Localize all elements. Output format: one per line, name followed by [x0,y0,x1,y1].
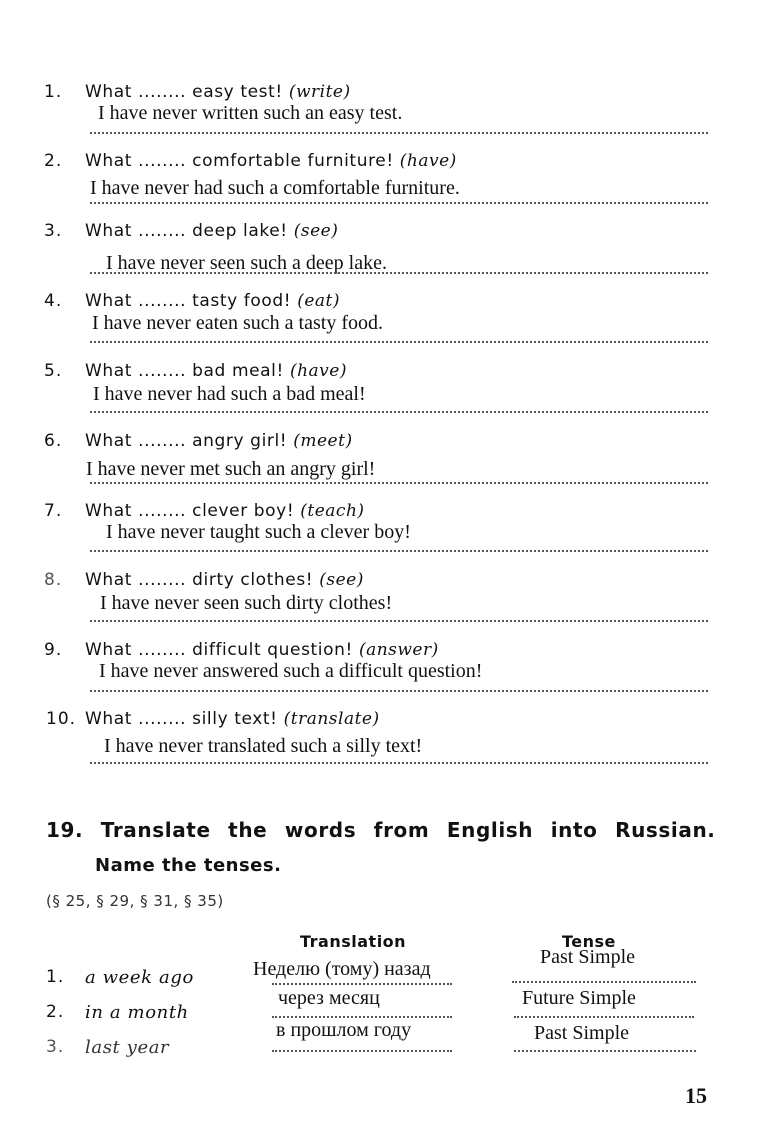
answer-line [90,341,708,343]
exercise-number: 7. [44,501,63,521]
exercise-number: 8. [44,570,63,590]
exercise-prompt: What ........ bad meal! (have) [85,361,347,381]
page-number: 15 [685,1083,707,1108]
handwritten-answer[interactable]: I have never seen such dirty clothes! [100,592,393,614]
translation-answer[interactable]: Неделю (тому) назад [253,958,431,980]
answer-line [90,202,708,204]
handwritten-answer[interactable]: I have never had such a bad meal! [93,383,366,405]
answer-line [90,550,708,552]
exercise-prompt: What ........ angry girl! (meet) [85,431,353,451]
translation-line [272,983,452,985]
answer-line [90,690,708,692]
tense-answer[interactable]: Past Simple [540,946,636,968]
exercise-item [0,361,767,425]
exercise-prompt: What ........ comfortable furniture! (have) [85,151,457,171]
exercise-item [0,82,767,146]
row-number: 2. [46,1002,65,1022]
exercise-prompt: What ........ difficult question! (answer) [85,640,439,660]
handwritten-answer[interactable]: I have never taught such a clever boy! [106,521,411,543]
exercise-number: 9. [44,640,63,660]
answer-line [90,132,708,134]
column-header-translation: Translation [300,932,407,951]
exercise-prompt: What ........ tasty food! (eat) [85,291,341,311]
exercise-item [0,709,767,773]
row-number: 1. [46,967,65,987]
translation-row [0,946,767,994]
handwritten-answer[interactable]: I have never written such an easy test. [98,102,403,124]
tense-line [514,1050,696,1052]
exercise-number: 5. [44,361,63,381]
handwritten-answer[interactable]: I have never translated such a silly text! [104,735,423,757]
english-phrase: in a month [85,1002,189,1023]
handwritten-answer[interactable]: I have never answered such a difficult question! [99,660,483,682]
exercise-number: 1. [44,82,63,102]
task-subheading: Name the tenses. [95,855,282,876]
exercise-prompt: What ........ dirty clothes! (see) [85,570,364,590]
english-phrase: last year [85,1037,170,1058]
handwritten-answer[interactable]: I have never seen such a deep lake. [106,252,387,274]
exercise-prompt: What ........ easy test! (write) [85,82,351,102]
exercise-prompt: What ........ clever boy! (teach) [85,501,365,521]
answer-line [90,482,708,484]
exercise-number: 10. [46,709,77,729]
column-header-tense: Tense [562,932,616,951]
translation-line [272,1050,452,1052]
answer-line [90,411,708,413]
exercise-item [0,640,767,704]
translation-answer[interactable]: через месяц [278,987,380,1009]
grammar-references: (§ 25, § 29, § 31, § 35) [46,892,224,910]
answer-line [90,762,708,764]
exercise-item [0,570,767,634]
tense-line [514,1016,694,1018]
translation-line [272,1016,452,1018]
exercise-item [0,221,767,285]
translation-answer[interactable]: в прошлом году [276,1019,412,1041]
english-phrase: a week ago [85,967,194,988]
tense-line [512,981,696,983]
row-number: 3. [46,1037,65,1057]
exercise-number: 6. [44,431,63,451]
exercise-item [0,501,767,565]
task-heading: 19. Translate the words from English into Russian. [46,818,716,842]
exercise-item [0,431,767,495]
exercise-number: 3. [44,221,63,241]
exercise-prompt: What ........ deep lake! (see) [85,221,339,241]
exercise-prompt: What ........ silly text! (translate) [85,709,380,729]
exercise-item [0,291,767,355]
answer-line [90,272,708,274]
exercise-item [0,151,767,215]
tense-answer[interactable]: Future Simple [522,987,636,1009]
exercise-number: 4. [44,291,63,311]
answer-line [90,620,708,622]
translation-row [0,1019,767,1064]
handwritten-answer[interactable]: I have never eaten such a tasty food. [92,312,383,334]
tense-answer[interactable]: Past Simple [534,1022,630,1044]
handwritten-answer[interactable]: I have never met such an angry girl! [86,458,376,480]
handwritten-answer[interactable]: I have never had such a comfortable furniture. [90,177,460,199]
exercise-number: 2. [44,151,63,171]
